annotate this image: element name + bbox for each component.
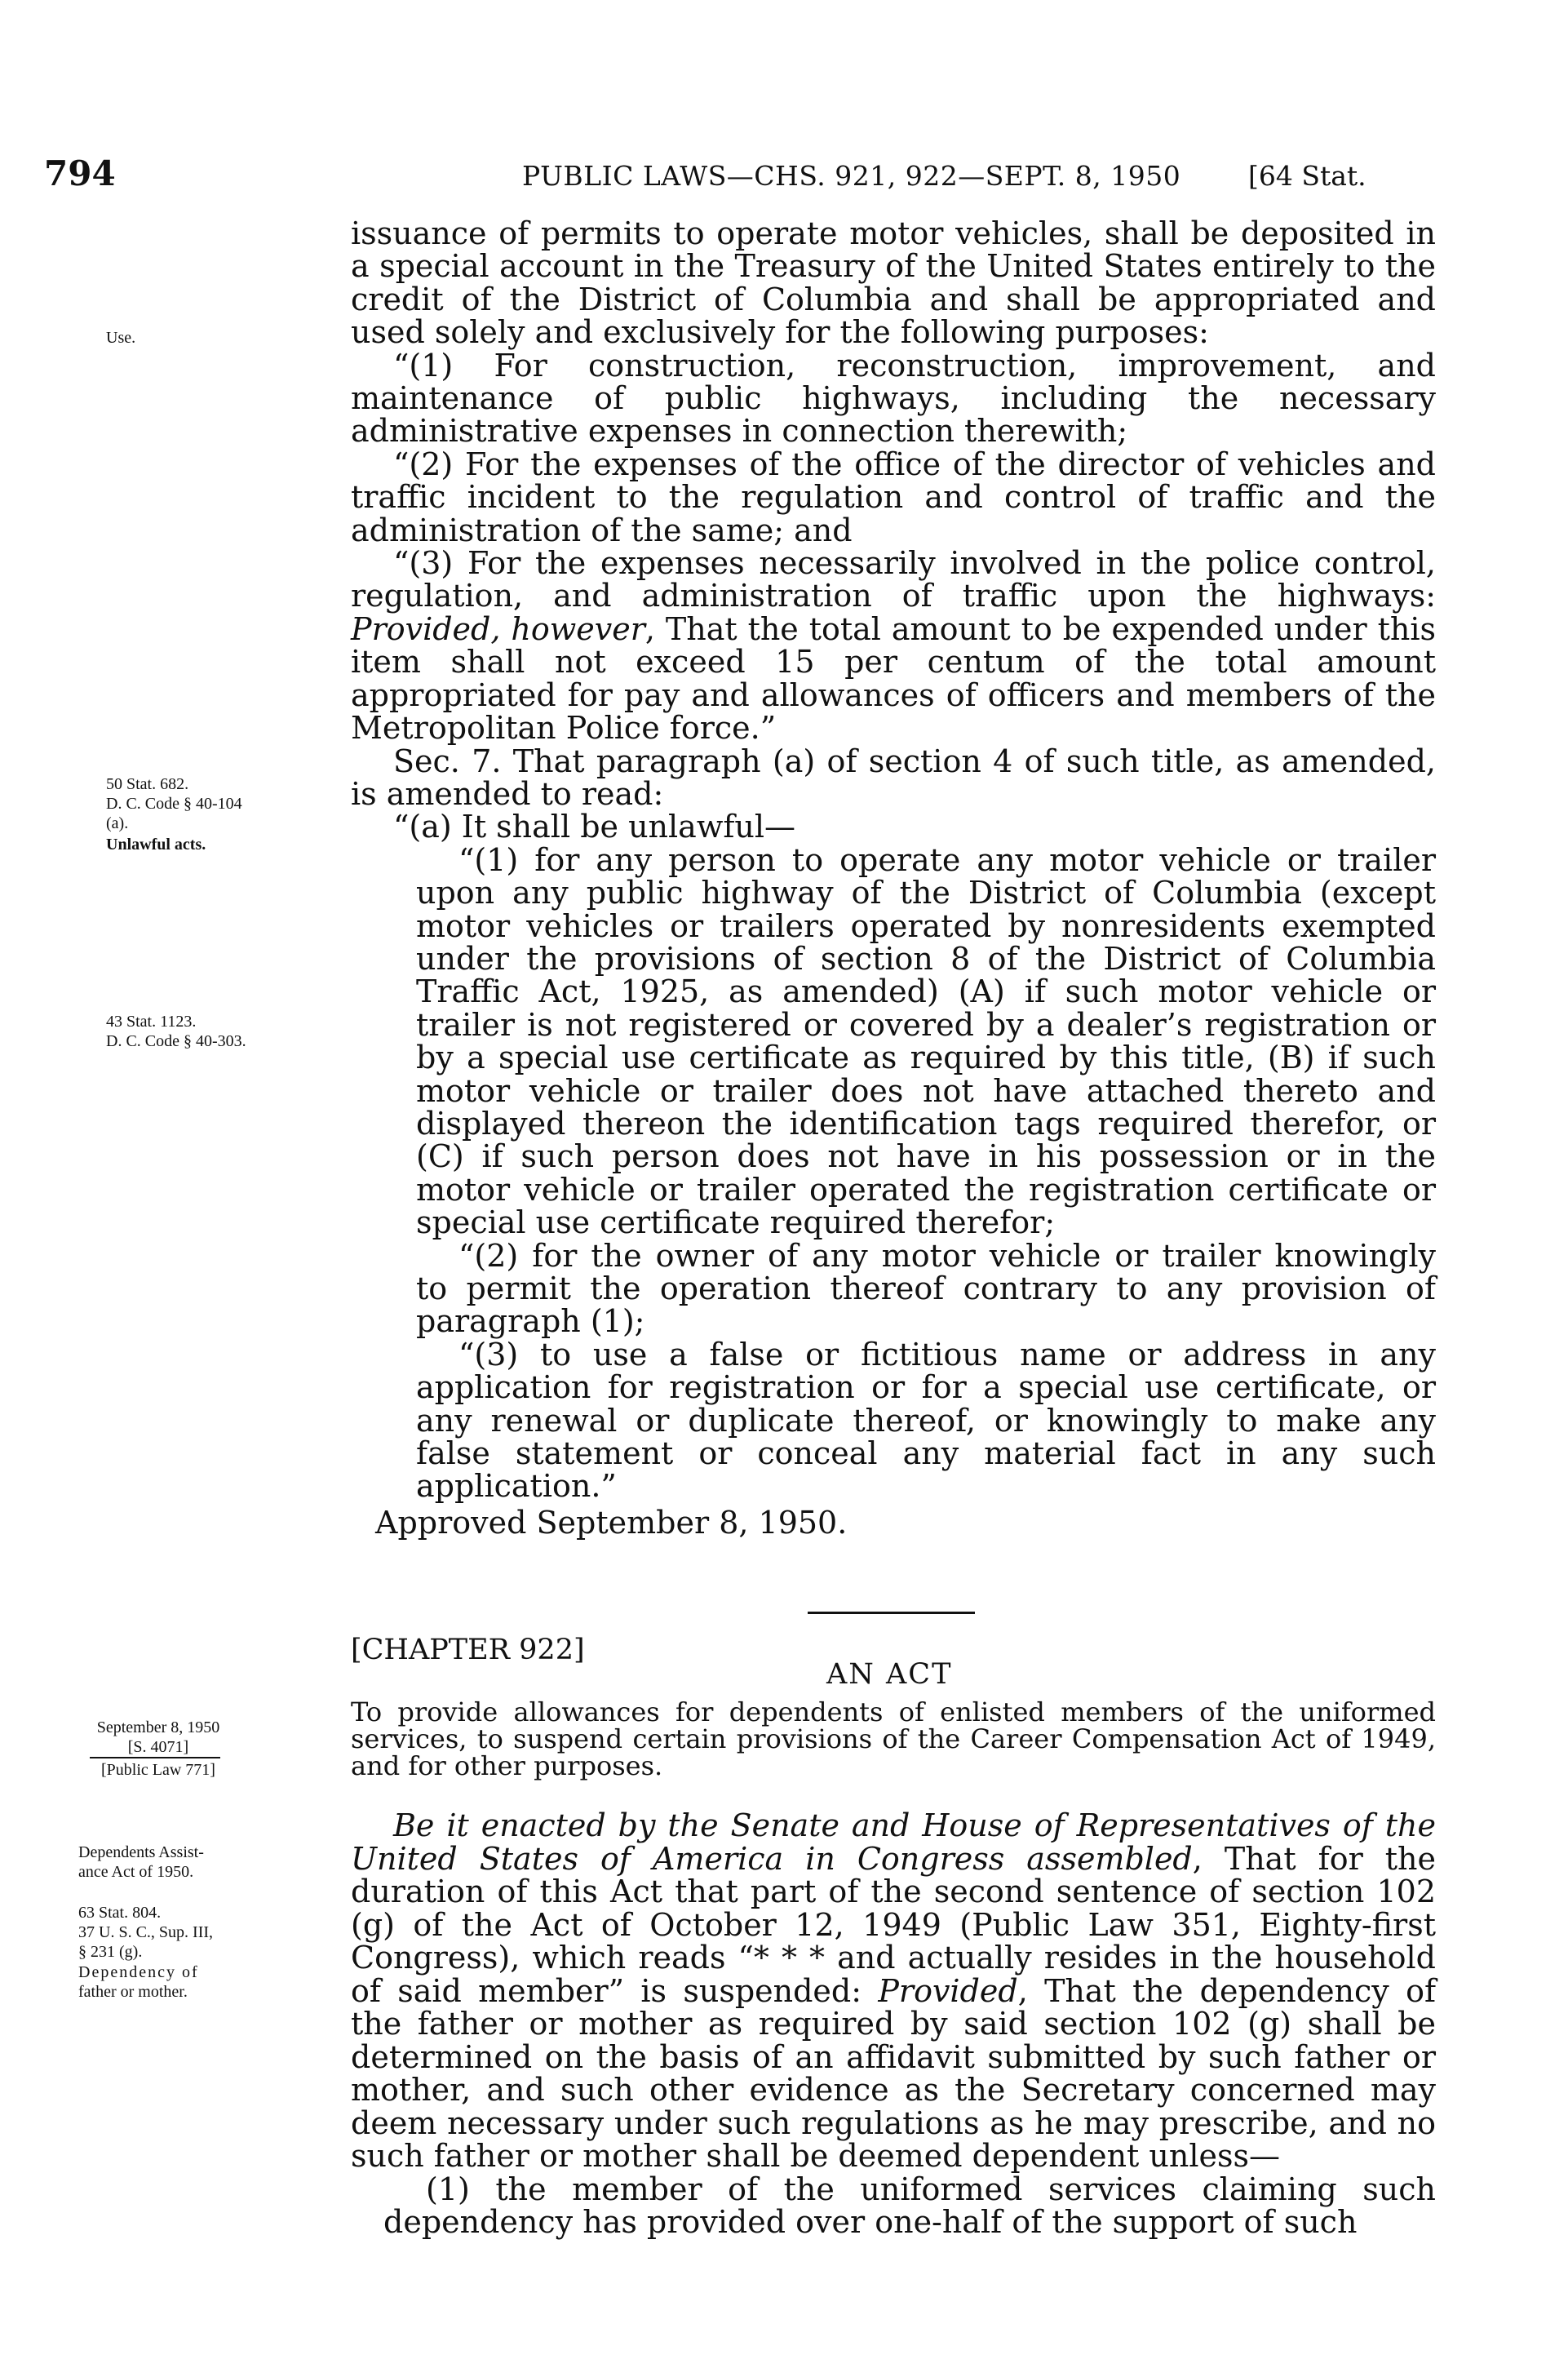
approval-line: Approved September 8, 1950. — [375, 1504, 848, 1541]
paragraph — [351, 545, 1436, 747]
enacting-clause: Be it enacted by the Senate and House of Representatives of the United States of America in Congress assembled — [351, 1807, 1436, 1877]
paragraph: “(2) For the expenses of the office of the director of vehicles and traffic incident to the regulation and control of traffic and the administration of the same; and — [351, 446, 1436, 548]
paragraph: “(1) for any person to operate any motor vehicle or trailer upon any public highway of the District of Columbia (except motor vehicles or trailers operated by nonresidents exempted under the provisions of section 8 of the District of Columbia Traffic Act, 1925, as amended) (A) if such motor vehicle or trailer is not registered or covered by a dealer’s registration or by a special use certificate as required by this title, (B) if such motor vehicle or trailer does not have attached thereto and displayed thereon the identification tags required therefor, or (C) if such person does not have in his possession or in the motor vehicle or trailer operated the registration certificate or special use certificate required therefor; — [416, 841, 1436, 1241]
margin-note-date — [93, 1718, 224, 1757]
enactment-date: September 8, 1950 — [96, 1718, 220, 1736]
volume-reference: [64 Stat. — [1248, 160, 1366, 192]
running-title: PUBLIC LAWS—CHS. 921, 922—SEPT. 8, 1950 — [522, 160, 1181, 192]
margin-note-public-law: [Public Law 771] — [101, 1761, 215, 1779]
margin-note-unlawful-acts: Unlawful acts. — [106, 836, 206, 854]
citation-line: § 231 (g). — [78, 1943, 143, 1961]
margin-note-dependents-act — [78, 1843, 204, 1882]
margin-note-citation-2 — [106, 1012, 246, 1051]
note-line: father or mother. — [78, 1983, 188, 2001]
text-run: “(3) For the expenses necessarily involved in the police control, regulation, and administration of traffic upon the highways: — [351, 545, 1436, 614]
section-rule — [808, 1612, 975, 1614]
citation-line: D. C. Code § 40-303. — [106, 1032, 246, 1050]
citation-line: D. C. Code § 40-104 — [106, 795, 242, 813]
proviso-italic: Provided — [878, 1972, 1018, 2009]
an-act-heading: AN ACT — [826, 1658, 953, 1691]
proviso-italic: Provided, however — [351, 610, 645, 647]
margin-note-citation-3 — [78, 1903, 213, 1962]
chapter-921-text — [351, 217, 1436, 1539]
paragraph: “(a) It shall be unlawful— — [393, 809, 796, 845]
citation-line: 63 Stat. 804. — [78, 1904, 162, 1922]
enacting-text — [351, 1809, 1436, 2239]
citation-line: 50 Stat. 682. — [106, 775, 189, 793]
note-line: Dependents Assist- — [78, 1843, 204, 1861]
enacting-paragraph — [351, 1809, 1436, 2173]
margin-note-use: Use. — [106, 329, 136, 347]
citation-line: (a). — [106, 814, 129, 832]
citation-line: 37 U. S. C., Sup. III, — [78, 1923, 214, 1941]
margin-note-citation-1 — [106, 774, 242, 833]
note-line: ance Act of 1950. — [78, 1863, 194, 1881]
section-7: Sec. 7. That paragraph (a) of section 4 of such title, as amended, is amended to read: — [351, 743, 1436, 812]
page-number: 794 — [44, 153, 116, 193]
note-line: Dependency of — [78, 1963, 199, 1981]
text-run: , That for the duration of this Act that part of the second sentence of section 102 (g) of the Act of October 12, 1949 (Public Law 351, Eighty-first Congress), which reads “* * * and actually resides in the household of said member” is suspended: — [351, 1840, 1436, 2009]
item-1: (1) the member of the uniformed services claiming such dependency has provided over one-half of the support of such — [383, 2171, 1436, 2240]
text-run: , That the dependency of the father or mother as required by said section 102 (g) shall be determined on the basis of an affidavit submitted by such father or mother, and such other evidence as the Secretary concerned may deem necessary under such regulations as he may prescribe, and no such father or mother shall be deemed dependent unless— — [351, 1972, 1437, 2174]
page-header — [0, 153, 1568, 202]
margin-divider — [90, 1757, 220, 1758]
paragraph: issuance of permits to operate motor vehicles, shall be deposited in a special account in the Treasury of the United States entirely to the credit of the District of Columbia and shall be appropriated and used solely and exclusively for the following purposes: — [351, 215, 1436, 351]
paragraph: “(3) to use a false or fictitious name or address in any application for registration or for a special use certificate, or any renewal or duplicate thereof, or knowingly to make any false statement or conceal any material fact in any such application.” — [416, 1336, 1436, 1505]
margin-note-dependency — [78, 1962, 199, 2002]
citation-line: 43 Stat. 1123. — [106, 1013, 197, 1031]
text-run: , That the total amount to be expended under this item shall not exceed 15 per centum of the total amount appropriated for pay and allowances of officers and members of the Metropolitan Police force.” — [351, 610, 1436, 747]
act-title: To provide allowances for dependents of enlisted members of the uniformed services, to suspend certain provisions of the Career Compensation Act of 1949, and for other purposes. — [351, 1696, 1436, 1781]
chapter-label: [CHAPTER 922] — [351, 1634, 585, 1666]
paragraph: “(1) For construction, reconstruction, improvement, and maintenance of public highways, including the necessary administrative expenses in connection therewith; — [351, 347, 1436, 450]
senate-bill: [S. 4071] — [127, 1738, 189, 1756]
paragraph: “(2) for the owner of any motor vehicle or trailer knowingly to permit the operation thereof contrary to any provision of paragraph (1); — [416, 1237, 1436, 1340]
